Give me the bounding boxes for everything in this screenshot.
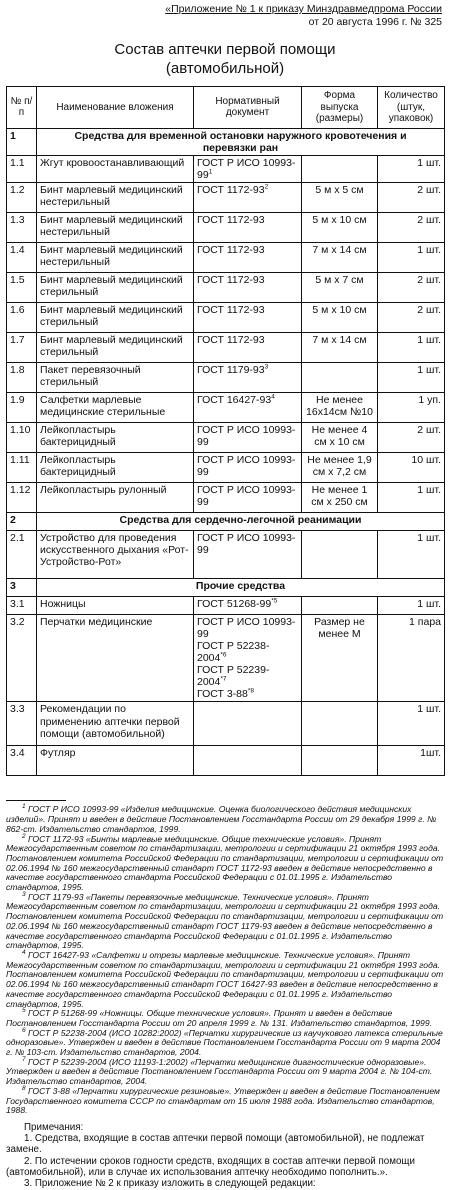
row-qty: 1 шт. <box>378 597 445 615</box>
row-qty: 2 шт. <box>378 423 445 453</box>
table-row <box>7 483 445 513</box>
row-form <box>302 597 378 615</box>
doc-line: ГОСТ Р ИСО 10993-99 <box>197 616 296 641</box>
section-row <box>7 128 445 155</box>
row-no: 1.7 <box>7 333 37 363</box>
row-doc <box>194 702 302 746</box>
row-name: Пакет перевязочный стерильный <box>37 363 194 393</box>
row-form: 5 м х 5 см <box>302 183 378 213</box>
row-qty: 1 шт. <box>378 702 445 746</box>
remark-item: 2. По истечении сроков годности средств, входящих в состав аптечки первой помощи (автомобильной), или в случае их использования аптечку необходимо пополнить.». <box>6 1155 415 1178</box>
row-form: 5 м х 10 см <box>302 213 378 243</box>
row-name: Футляр <box>37 746 194 776</box>
row-name: Лейкопластырь бактерицидный <box>37 423 194 453</box>
table-row <box>7 273 445 303</box>
section-title: Средства для временной остановки наружного кровотечения и перевязки ран <box>37 128 445 155</box>
table-row <box>7 393 445 423</box>
doc-line: ГОСТ 3-88$^{*8}$ <box>197 687 255 701</box>
row-name: Бинт марлевый медицинский стерильный <box>37 333 194 363</box>
row-no: 1.3 <box>7 213 37 243</box>
table-row <box>7 333 445 363</box>
row-no: 1.10 <box>7 423 37 453</box>
row-no: 1.11 <box>7 453 37 483</box>
section-no: 3 <box>7 579 37 597</box>
row-form <box>302 746 378 776</box>
row-form <box>302 702 378 746</box>
row-name: Рекомендации по применению аптечки первой помощи (автомобильной) <box>37 702 194 746</box>
row-name: Устройство для проведения искусственного дыхания «Рот-Устройство-Рот» <box>37 531 194 579</box>
table-row <box>7 423 445 453</box>
table-row <box>7 702 445 746</box>
doc-line: ГОСТ Р 52238-2004$^{*6}$ <box>197 640 270 665</box>
row-no: 3.1 <box>7 597 37 615</box>
row-no: 2.1 <box>7 531 37 579</box>
row-doc: ГОСТ 1172-93 <box>194 273 302 303</box>
row-qty: 2 шт. <box>378 303 445 333</box>
footnote: $^4$ ГОСТ 16427-93 «Салфетки и отрезы марлевые медицинские. Технические условия». Принят Межгосударственным советом по стандартизации, метрологии и сертификации 21 октября 1993 года. Постановлением комитета Российской Федерации по стандартизации, метрологии и сертификации от 02.06.1994 № 160 межгосударственный стандарт ГОСТ 16427-93 введен в действие непосредственно в качестве государственного стандарта Российской Федерации с 01.01.1995 г. Издательство стандартов, 1995. <box>6 949 444 1009</box>
row-doc: ГОСТ 1172-93 <box>194 213 302 243</box>
section-row <box>7 579 445 597</box>
row-qty: 1 шт. <box>378 531 445 579</box>
appendix-reference <box>6 3 444 29</box>
row-name: Ножницы <box>37 597 194 615</box>
row-qty: 2 шт. <box>378 273 445 303</box>
row-form <box>302 155 378 182</box>
footnote: $^2$ ГОСТ 1172-93 «Бинты марлевые медицинские. Общие технические условия». Принят Межгосударственным советом по стандартизации, метрологии и сертификации 21 октября 1993 года. Постановлением комитета Российской Федерации по стандартизации, метрологии и сертификации от 02.06.1994 № 160 межгосударственный стандарт ГОСТ 1172-93 введен в действие непосредственно в качестве государственного стандарта Российской Федерации с 01.01.1995 г. Издательство стандартов, 1995. <box>6 832 444 893</box>
row-form: 5 м х 10 см <box>302 303 378 333</box>
row-no: 1.5 <box>7 273 37 303</box>
table-row <box>7 213 445 243</box>
row-no: 3.2 <box>7 615 37 702</box>
row-name: Бинт марлевый медицинский стерильный <box>37 303 194 333</box>
row-doc: ГОСТ Р ИСО 10993-99 <box>194 423 302 453</box>
row-no: 1.1 <box>7 155 37 182</box>
footnote: $^8$ ГОСТ 3-88 «Перчатки хирургические резиновые». Утвержден и введен в действие Постановлением Государственного комитета СССР по стандартам от 15 июля 1988 года. Издательство стандартов, 1988. <box>6 1084 440 1116</box>
row-no: 1.6 <box>7 303 37 333</box>
row-doc: ГОСТ Р ИСО 10993-99 <box>194 453 302 483</box>
row-form: Размер не менее М <box>302 615 378 702</box>
row-no: 3.3 <box>7 702 37 746</box>
row-name: Бинт марлевый медицинский нестерильный <box>37 183 194 213</box>
row-doc: ГОСТ 1172-93 <box>194 333 302 363</box>
header-doc: Нормативный документ <box>194 86 302 128</box>
remark-item: 3. Приложение № 2 к приказу изложить в следующей редакции: <box>24 1178 316 1190</box>
row-name: Бинт марлевый медицинский стерильный <box>37 273 194 303</box>
row-doc <box>194 746 302 776</box>
table-row <box>7 155 445 182</box>
remarks <box>6 1122 444 1190</box>
header-qty: Количество (штук, упаковок) <box>378 86 445 128</box>
remarks-title: Примечания: <box>24 1121 84 1133</box>
kit-composition-table <box>6 86 445 777</box>
row-no: 1.8 <box>7 363 37 393</box>
row-name: Лейкопластырь бактерицидный <box>37 453 194 483</box>
row-doc <box>194 615 302 702</box>
footnote: $^7$ ГОСТ Р 52239-2004 (ИСО 11193-1:2002) «Перчатки медицинские диагностические одноразовые». Утвержден и введен в действие Постановлением Госстандарта России от 9 марта 2004 г. № 104-ст. Издательство стандартов, 2004. <box>6 1055 433 1087</box>
table-row <box>7 303 445 333</box>
row-doc: ГОСТ Р ИСО 10993-99 <box>194 531 302 579</box>
table-row <box>7 453 445 483</box>
footnotes <box>6 805 444 1116</box>
header-no: № п/п <box>7 86 37 128</box>
row-doc: ГОСТ 1172-93 <box>194 303 302 333</box>
row-name: Лейкопластырь рулонный <box>37 483 194 513</box>
row-qty: 2 шт. <box>378 213 445 243</box>
row-doc: ГОСТ Р ИСО 10993-99 <box>194 483 302 513</box>
row-form <box>302 531 378 579</box>
row-qty: 2 шт. <box>378 183 445 213</box>
row-doc: ГОСТ $1172-93^2$ <box>194 183 302 213</box>
appendix-line-1: «Приложение № 1 к приказу Минздравмедпрома России <box>165 3 442 15</box>
row-doc: ГОСТ $1179-93^3$ <box>194 363 302 393</box>
table-row <box>7 746 445 776</box>
row-name: Бинт марлевый медицинский нестерильный <box>37 243 194 273</box>
footnote: $^1$ ГОСТ Р ИСО 10993-99 «Изделия медицинские. Оценка биологического действия медицинских изделий». Принят и введен в действие Постановлением Госстандарта России от 29 декабря 1999 г. № 862-ст. Издательство стандартов, 1999. <box>6 803 437 834</box>
row-qty: 1 шт. <box>378 483 445 513</box>
header-name: Наименование вложения <box>37 86 194 128</box>
section-no: 2 <box>7 513 37 531</box>
row-no: 1.12 <box>7 483 37 513</box>
row-qty: 1 шт. <box>378 243 445 273</box>
row-no: 1.4 <box>7 243 37 273</box>
page-title <box>6 41 444 79</box>
appendix-line-2: от 20 августа 1996 г. № 325 <box>308 16 442 29</box>
row-no: 1.9 <box>7 393 37 423</box>
row-name: Жгут кровоостанавливающий <box>37 155 194 182</box>
row-name: Салфетки марлевые медицинские стерильные <box>37 393 194 423</box>
table-row <box>7 363 445 393</box>
row-no: 1.2 <box>7 183 37 213</box>
footnote: $^3$ ГОСТ 1179-93 «Пакеты перевязочные медицинские. Технические условия». Принят Межгосударственным советом по стандартизации, метрологии и сертификации 21 октября 1993 года. Постановлением комитета Российской Федерации по стандартизации, метрологии и сертификации от 02.06.1994 № 160 межгосударственный стандарт ГОСТ 1179-93 введен в действие непосредственно в качестве государственного стандарта Российской Федерации с 01.01.1995 г. Издательство стандартов, 1995. <box>6 890 444 951</box>
row-form: 5 м х 7 см <box>302 273 378 303</box>
row-form: Не менее 16х14см №10 <box>302 393 378 423</box>
row-qty: 1 пара <box>378 615 445 702</box>
section-title: Прочие средства <box>37 579 445 597</box>
footnote: $^5$ ГОСТ Р 51268-99 «Ножницы. Общие технические условия». Принят и введен в действие Постановлением Госстандарта России от 20 апреля 1999 г. № 131. Издательство стандартов, 1999. <box>6 1007 432 1028</box>
row-qty: 1 уп. <box>378 393 445 423</box>
row-doc: ГОСТ Р ИСО $10993-99^1$ <box>194 155 302 182</box>
row-qty: 1шт. <box>378 746 445 776</box>
row-form <box>302 363 378 393</box>
row-no: 3.4 <box>7 746 37 776</box>
section-row <box>7 513 445 531</box>
header-form: Форма выпуска (размеры) <box>302 86 378 128</box>
row-form: 7 м х 14 см <box>302 333 378 363</box>
row-form: Не менее 1,9 см х 7,2 см <box>302 453 378 483</box>
table-row <box>7 183 445 213</box>
row-name: Перчатки медицинские <box>37 615 194 702</box>
row-form: Не менее 4 см х 10 см <box>302 423 378 453</box>
table-row <box>7 597 445 615</box>
row-qty: 1 шт. <box>378 155 445 182</box>
row-qty: 1 шт. <box>378 333 445 363</box>
table-row <box>7 243 445 273</box>
footnote: $^6$ ГОСТ Р 52238-2004 (ИСО 10282:2002) «Перчатки хирургические из каучукового латекса стерильные одноразовые». Утвержден и введен в действие Постановлением Госстандарта России от 9 марта 2004 г. № 103-ст. Издательство стандартов, 2004. <box>6 1026 443 1058</box>
section-title: Средства для сердечно-легочной реанимации <box>37 513 445 531</box>
row-doc: ГОСТ $16427-93^4$ <box>194 393 302 423</box>
title-line-1: Состав аптечки первой помощи <box>114 41 336 59</box>
footnote-separator <box>6 800 66 801</box>
row-doc: ГОСТ 1172-93 <box>194 243 302 273</box>
section-no: 1 <box>7 128 37 155</box>
remark-item: 1. Средства, входящие в состав аптечки первой помощи (автомобильной), не подлежат замене. <box>6 1133 425 1156</box>
table-row <box>7 615 445 702</box>
table-row <box>7 531 445 579</box>
row-doc: ГОСТ 51268-99$^{*5}$ <box>194 597 302 615</box>
table-header-row <box>7 86 445 128</box>
row-form: Не менее 1 см х 250 см <box>302 483 378 513</box>
row-name: Бинт марлевый медицинский нестерильный <box>37 213 194 243</box>
row-qty: 1 шт. <box>378 363 445 393</box>
row-qty: 10 шт. <box>378 453 445 483</box>
title-line-2: (автомобильной) <box>165 60 285 77</box>
doc-line: ГОСТ Р 52239-2004$^{*7}$ <box>197 664 270 689</box>
row-form: 7 м х 14 см <box>302 243 378 273</box>
